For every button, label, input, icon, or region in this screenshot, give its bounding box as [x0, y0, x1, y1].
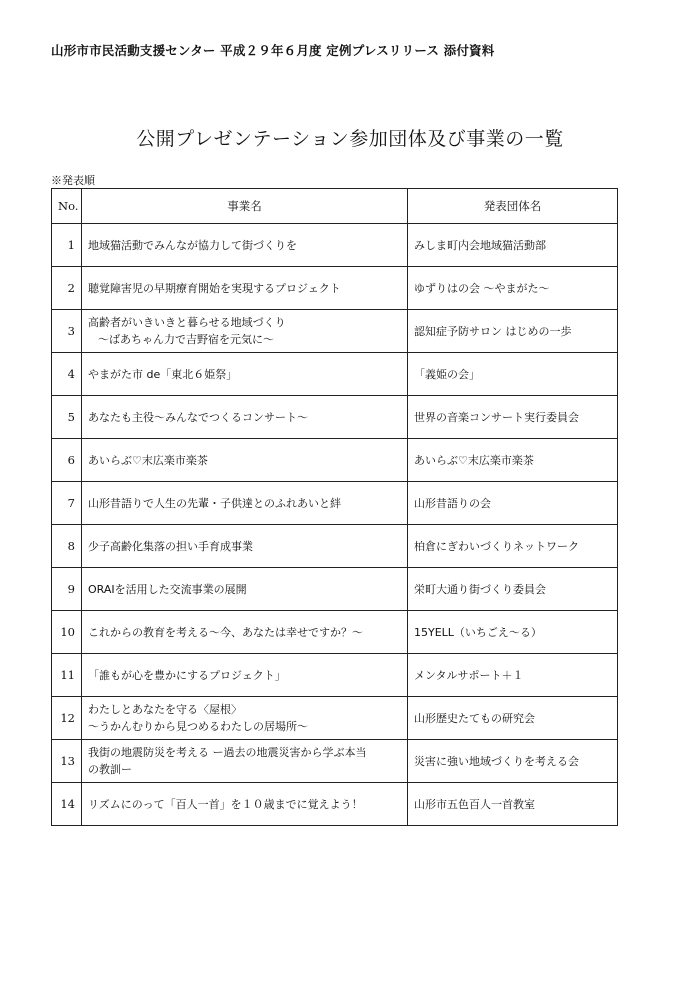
project-name-cell — [82, 267, 408, 310]
project-name-line: リズムにのって「百人一首」を１０歳までに覚えよう！ — [88, 797, 363, 811]
project-name-cell — [82, 224, 408, 267]
project-name-line: の教訓ー — [88, 763, 132, 776]
row-number: 9 — [52, 568, 82, 611]
project-name-line: ORAIを活用した交流事業の展開 — [88, 582, 247, 596]
project-name-cell — [82, 568, 408, 611]
organization-name-cell: みしま町内会地域猫活動部 — [408, 224, 618, 267]
project-name-line: これからの教育を考える〜今、あなたは幸せですか？〜 — [88, 625, 363, 639]
row-number: 7 — [52, 482, 82, 525]
table-row — [52, 396, 618, 439]
organization-name-cell: ゆずりはの会 〜やまがた〜 — [408, 267, 618, 310]
project-name-cell — [82, 525, 408, 568]
table-row — [52, 568, 618, 611]
table-row — [52, 611, 618, 654]
project-name-line: 高齢者がいきいきと暮らせる地域づくり — [88, 316, 286, 329]
organization-name-cell: 世界の音楽コンサート実行委員会 — [408, 396, 618, 439]
project-name-line: わたしとあなたを守る〈屋根〉 — [88, 703, 242, 716]
organization-name-cell: 山形市五色百人一首教室 — [408, 783, 618, 826]
project-name-cell — [82, 783, 408, 826]
project-name-cell — [82, 697, 408, 740]
table-row — [52, 310, 618, 353]
organization-name-cell: 認知症予防サロン はじめの一歩 — [408, 310, 618, 353]
project-name-line: あなたも主役〜みんなでつくるコンサート〜 — [88, 410, 308, 424]
table-row — [52, 439, 618, 482]
document-header: 山形市市民活動支援センター 平成２９年６月度 定例プレスリリース 添付資料 — [51, 43, 495, 58]
header-no: No. — [52, 189, 82, 224]
row-number: 8 — [52, 525, 82, 568]
row-number: 3 — [52, 310, 82, 353]
project-name-cell — [82, 310, 408, 353]
table-row — [52, 654, 618, 697]
table-header-row — [52, 189, 618, 224]
project-name-line: 「誰もが心を豊かにするプロジェクト」 — [88, 668, 286, 682]
table-row — [52, 697, 618, 740]
project-name-cell — [82, 611, 408, 654]
table-row — [52, 224, 618, 267]
page-title: 公開プレゼンテーション参加団体及び事業の一覧 — [136, 128, 564, 150]
project-name-line: 少子高齢化集落の担い手育成事業 — [88, 539, 253, 553]
row-number: 1 — [52, 224, 82, 267]
organization-name-cell: 災害に強い地域づくりを考える会 — [408, 740, 618, 783]
row-number: 14 — [52, 783, 82, 826]
project-name-line: やまがた市 de「東北６姫祭」 — [88, 367, 238, 381]
row-number: 12 — [52, 697, 82, 740]
project-name-cell — [82, 654, 408, 697]
project-name-cell — [82, 353, 408, 396]
project-name-line: あいらぶ♡末広楽市楽茶 — [88, 453, 208, 467]
organization-name-cell: 栄町大通り街づくり委員会 — [408, 568, 618, 611]
row-number: 5 — [52, 396, 82, 439]
row-number: 6 — [52, 439, 82, 482]
project-name-line: 山形昔語りで人生の先輩・子供達とのふれあいと絆 — [88, 496, 341, 510]
project-name-line: 〜ばあちゃん力で吉野宿を元気に〜 — [98, 333, 274, 346]
presentation-table — [51, 188, 618, 826]
table-row — [52, 525, 618, 568]
table-row — [52, 482, 618, 525]
table-row — [52, 267, 618, 310]
row-number: 10 — [52, 611, 82, 654]
table-row — [52, 783, 618, 826]
table-row — [52, 353, 618, 396]
project-name-cell — [82, 396, 408, 439]
project-name-cell — [82, 482, 408, 525]
row-number: 11 — [52, 654, 82, 697]
project-name-line: 聴覚障害児の早期療育開始を実現するプロジェクト — [88, 281, 341, 295]
header-organization: 発表団体名 — [408, 189, 618, 224]
table-row — [52, 740, 618, 783]
order-note: ※発表順 — [51, 174, 95, 187]
project-name-line: 〜うかんむりから見つめるわたしの居場所〜 — [88, 720, 308, 733]
project-name-cell — [82, 439, 408, 482]
row-number: 13 — [52, 740, 82, 783]
header-project: 事業名 — [82, 189, 408, 224]
row-number: 4 — [52, 353, 82, 396]
organization-name-cell: あいらぶ♡末広楽市楽茶 — [408, 439, 618, 482]
project-name-cell — [82, 740, 408, 783]
organization-name-cell: 柏倉にぎわいづくりネットワーク — [408, 525, 618, 568]
organization-name-cell: 15YELL（いちごえ〜る） — [408, 611, 618, 654]
organization-name-cell: 山形歴史たてもの研究会 — [408, 697, 618, 740]
project-name-line: 我街の地震防災を考える ー過去の地震災害から学ぶ本当 — [88, 746, 367, 759]
project-name-line: 地域猫活動でみんなが協力して街づくりを — [88, 238, 297, 252]
organization-name-cell: 「義姫の会」 — [408, 353, 618, 396]
organization-name-cell: 山形昔語りの会 — [408, 482, 618, 525]
organization-name-cell: メンタルサポート＋１ — [408, 654, 618, 697]
row-number: 2 — [52, 267, 82, 310]
